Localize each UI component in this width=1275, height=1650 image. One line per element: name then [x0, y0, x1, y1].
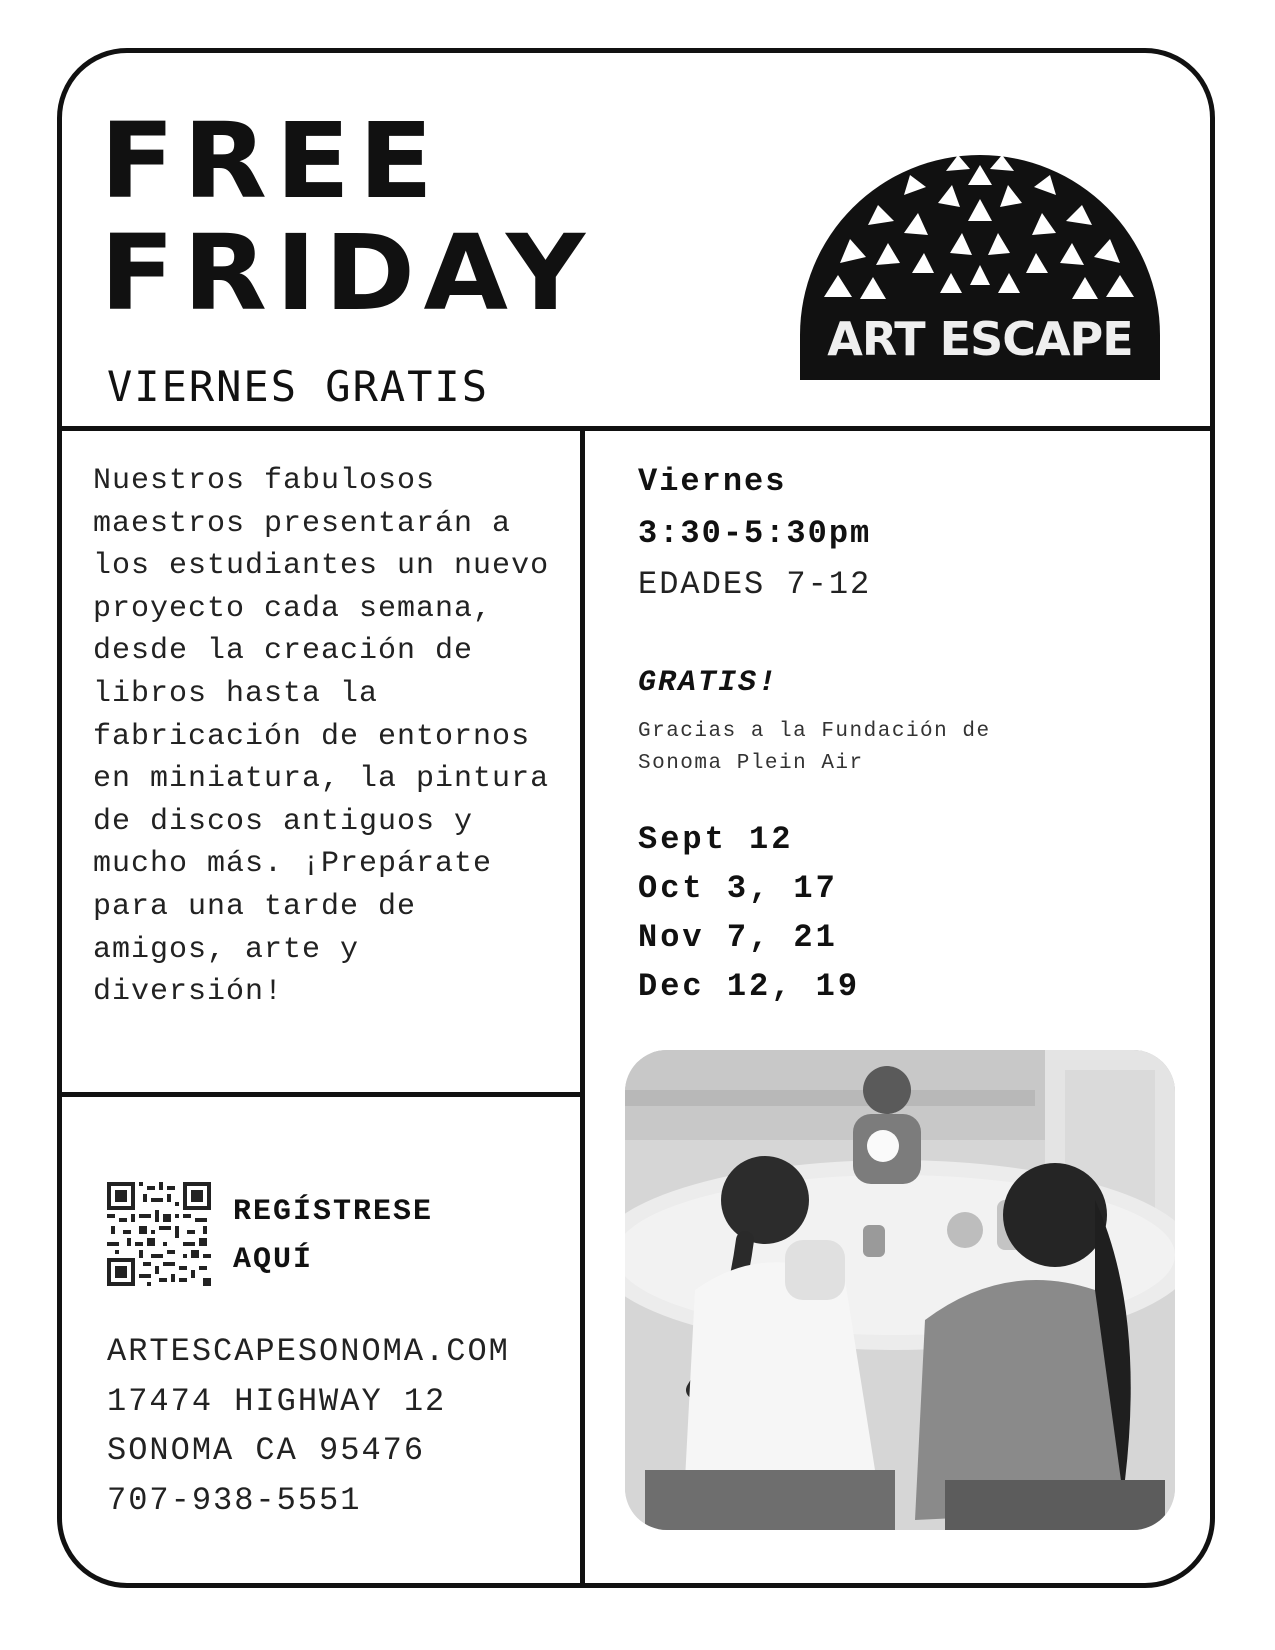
date-item: Nov 7, 21: [638, 919, 838, 956]
phone-number[interactable]: 707-938-5551: [107, 1481, 362, 1519]
date-list: [638, 815, 860, 1011]
program-description: Nuestros fabulosos maestros presentarán a los estudiantes un nuevo proyecto cada semana, desde la creación de libros hasta la fabricación de entornos en miniatura, la pintura de discos antiguos y mucho más. ¡Prepárate para una tarde de amigos, arte y diversión!: [93, 464, 550, 1010]
page-title: [100, 100, 594, 334]
left-column-divider: [60, 1092, 582, 1097]
sponsor-thanks: Gracias a la Fundación de Sonoma Plein Air: [638, 720, 991, 775]
date-item: Dec 12, 19: [638, 968, 861, 1005]
register-link[interactable]: REGÍSTRESE AQUÍ: [233, 1195, 434, 1277]
date-item: Sept 12: [638, 821, 794, 858]
students-photo: [625, 1050, 1175, 1530]
schedule-ages: EDADES 7-12: [638, 566, 872, 603]
schedule-day: Viernes: [638, 463, 787, 500]
city-address: SONOMA CA 95476: [107, 1432, 426, 1469]
schedule-time: 3:30-5:30pm: [638, 515, 872, 552]
page-subtitle: VIERNES GRATIS: [107, 362, 490, 411]
date-item: Oct 3, 17: [638, 870, 838, 907]
title-line-2: FRIDAY: [100, 212, 594, 334]
logo-text: ART ESCAPE: [827, 312, 1133, 366]
header-divider: [60, 426, 1212, 431]
street-address: 17474 HIGHWAY 12: [107, 1382, 447, 1420]
free-label: GRATIS!: [638, 666, 779, 700]
contact-info: [107, 1327, 510, 1525]
title-line-1: FREE: [100, 100, 442, 222]
column-divider: [580, 428, 585, 1585]
photo-illustration: [625, 1050, 1175, 1530]
qr-code-icon[interactable]: [107, 1182, 211, 1286]
website-link[interactable]: ARTESCAPESONOMA.COM: [107, 1333, 510, 1370]
